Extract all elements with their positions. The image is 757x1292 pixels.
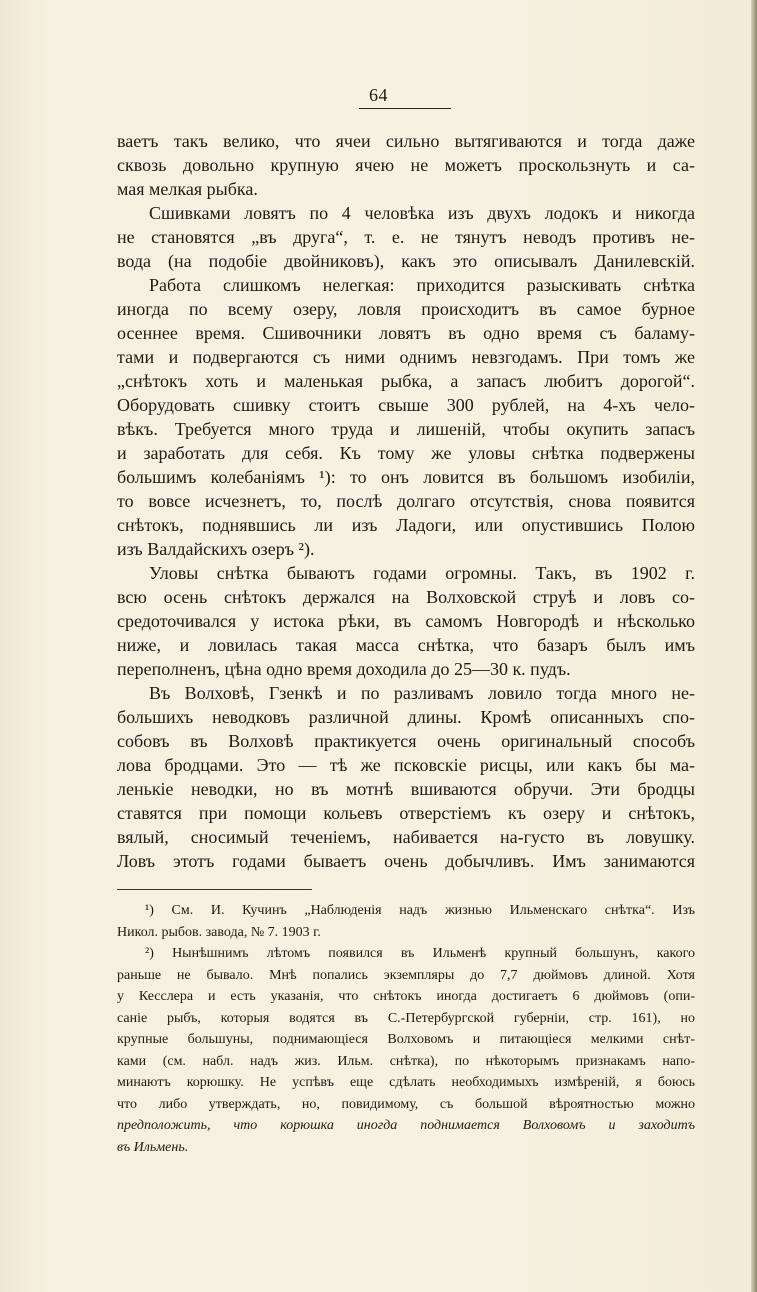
body-line: большимъ колебаніямъ ¹): то онъ ловится въ большомъ изобиліи, xyxy=(117,467,695,487)
body-text xyxy=(117,129,695,873)
body-line: тами и подвергаются съ ними однимъ невзгодамъ. При томъ же xyxy=(117,347,695,367)
footnote-line: въ Ильмень. xyxy=(117,1139,189,1155)
body-line: ставятся при помощи кольевъ отверстіемъ къ озеру и снѣтокъ, xyxy=(117,803,695,823)
body-line: ваетъ такъ велико, что ячеи сильно вытягиваются и тогда даже xyxy=(117,131,695,151)
body-line: Оборудовать сшивку стоитъ свыше 300 рублей, на 4-хъ чело- xyxy=(117,395,695,415)
body-line: большихъ неводковъ различной длины. Кромѣ описанныхъ спо- xyxy=(117,707,695,727)
body-line: и заработать для себя. Къ тому же уловы снѣтка подвержены xyxy=(117,443,695,463)
body-line: не становятся „въ друга“, т. е. не тянутъ неводъ противъ не- xyxy=(117,227,695,247)
body-line: вялый, сносимый теченіемъ, набивается на-густо въ ловушку. xyxy=(117,827,695,847)
body-line: снѣтокъ, поднявшись ли изъ Ладоги, или опустившись Полою xyxy=(117,515,695,535)
body-line: изъ Валдайскихъ озеръ ²). xyxy=(117,539,315,559)
body-line: Ловъ этотъ годами бываетъ очень добычливъ. Имъ занимаются xyxy=(117,851,695,871)
body-line: „снѣтокъ хоть и маленькая рыбка, а запасъ любитъ дорогой“. xyxy=(117,371,695,391)
footnote-line: предположить, что корюшка иногда поднимается Волховомъ и заходитъ xyxy=(117,1118,695,1133)
footnote-line: что либо утверждать, но, повидимому, съ большой вѣроятностью можно xyxy=(117,1096,695,1112)
page-edge-shadow xyxy=(751,0,757,1292)
footnote-separator xyxy=(117,889,312,890)
footnote-line: раньше не бывало. Мнѣ попались экземпляры до 7,7 дюймовъ длиной. Хотя xyxy=(117,967,695,983)
footnote-line: Никол. рыбов. завода, № 7. 1903 г. xyxy=(117,924,321,940)
footnote-line: ¹) См. И. Кучинъ „Наблюденія надъ жизнью Ильменскаго снѣтка“. Изъ xyxy=(145,903,695,918)
body-line: осеннее время. Сшивочники ловятъ въ одно время съ баламу- xyxy=(117,323,695,343)
body-line: лова бродцами. Это — тѣ же псковскіе рисцы, или какъ бы ма- xyxy=(117,755,695,775)
body-line: вѣкъ. Требуется много труда и лишеній, чтобы окупить запасъ xyxy=(117,419,695,439)
body-line: то вовсе исчезнетъ, то, послѣ долгаго отсутствія, снова появится xyxy=(117,491,695,511)
body-line: иногда по всему озеру, ловля происходитъ въ самое бурное xyxy=(117,299,695,319)
body-line: Уловы снѣтка бываютъ годами огромны. Такъ, въ 1902 г. xyxy=(149,563,695,583)
body-line: мая мелкая рыбка. xyxy=(117,179,258,199)
page-number-rule xyxy=(359,108,451,109)
footnote-line: крупные большуны, поднимающіеся Волховомъ и питающіеся мелкими снѣт- xyxy=(117,1032,695,1047)
body-line: сквозь довольно крупную ячею не можетъ проскользнуть и са- xyxy=(117,155,695,175)
footnotes xyxy=(117,900,695,1158)
footnote-line: минаютъ корюшку. Не успѣвъ еще сдѣлать необходимыхъ измѣреній, я боюсь xyxy=(117,1075,695,1090)
footnote-line: саніе рыбъ, которыя водятся въ С.-Петербургской губерніи, стр. 161), но xyxy=(117,1010,695,1026)
body-line: вода (на подобіе двойниковъ), какъ это описывалъ Данилевскій. xyxy=(117,251,695,271)
footnote-line: ²) Нынѣшнимъ лѣтомъ появился въ Ильменѣ крупный большунъ, какого xyxy=(145,946,695,961)
page-number: 64 xyxy=(369,85,388,105)
body-line: Сшивками ловятъ по 4 человѣка изъ двухъ лодокъ и никогда xyxy=(149,203,695,223)
body-line: собовъ въ Волховѣ практикуется очень оригинальный способъ xyxy=(117,731,695,751)
body-line: Работа слишкомъ нелегкая: приходится разыскивать снѣтка xyxy=(149,275,695,295)
body-line: средоточивался у истока рѣки, въ самомъ Новгородѣ и нѣсколько xyxy=(117,611,695,631)
body-line: ленькіе неводки, но въ мотнѣ вшиваются обручи. Эти бродцы xyxy=(117,779,695,799)
body-line: ниже, и ловилась такая масса снѣтка, что базаръ былъ имъ xyxy=(117,635,695,655)
body-line: Въ Волховѣ, Гзенкѣ и по разливамъ ловило тогда много не- xyxy=(149,683,695,703)
footnote-line: у Кесслера и есть указанія, что снѣтокъ иногда достигаетъ 6 дюймовъ (опи- xyxy=(117,989,695,1004)
body-line: всю осень снѣтокъ держался на Волховской струѣ и ловъ со- xyxy=(117,587,695,607)
body-line: переполненъ, цѣна одно время доходила до 25—30 к. пудъ. xyxy=(117,659,571,679)
footnote-line: ками (см. набл. надъ жиз. Ильм. снѣтка), по нѣкоторымъ признакамъ напо- xyxy=(117,1053,695,1069)
